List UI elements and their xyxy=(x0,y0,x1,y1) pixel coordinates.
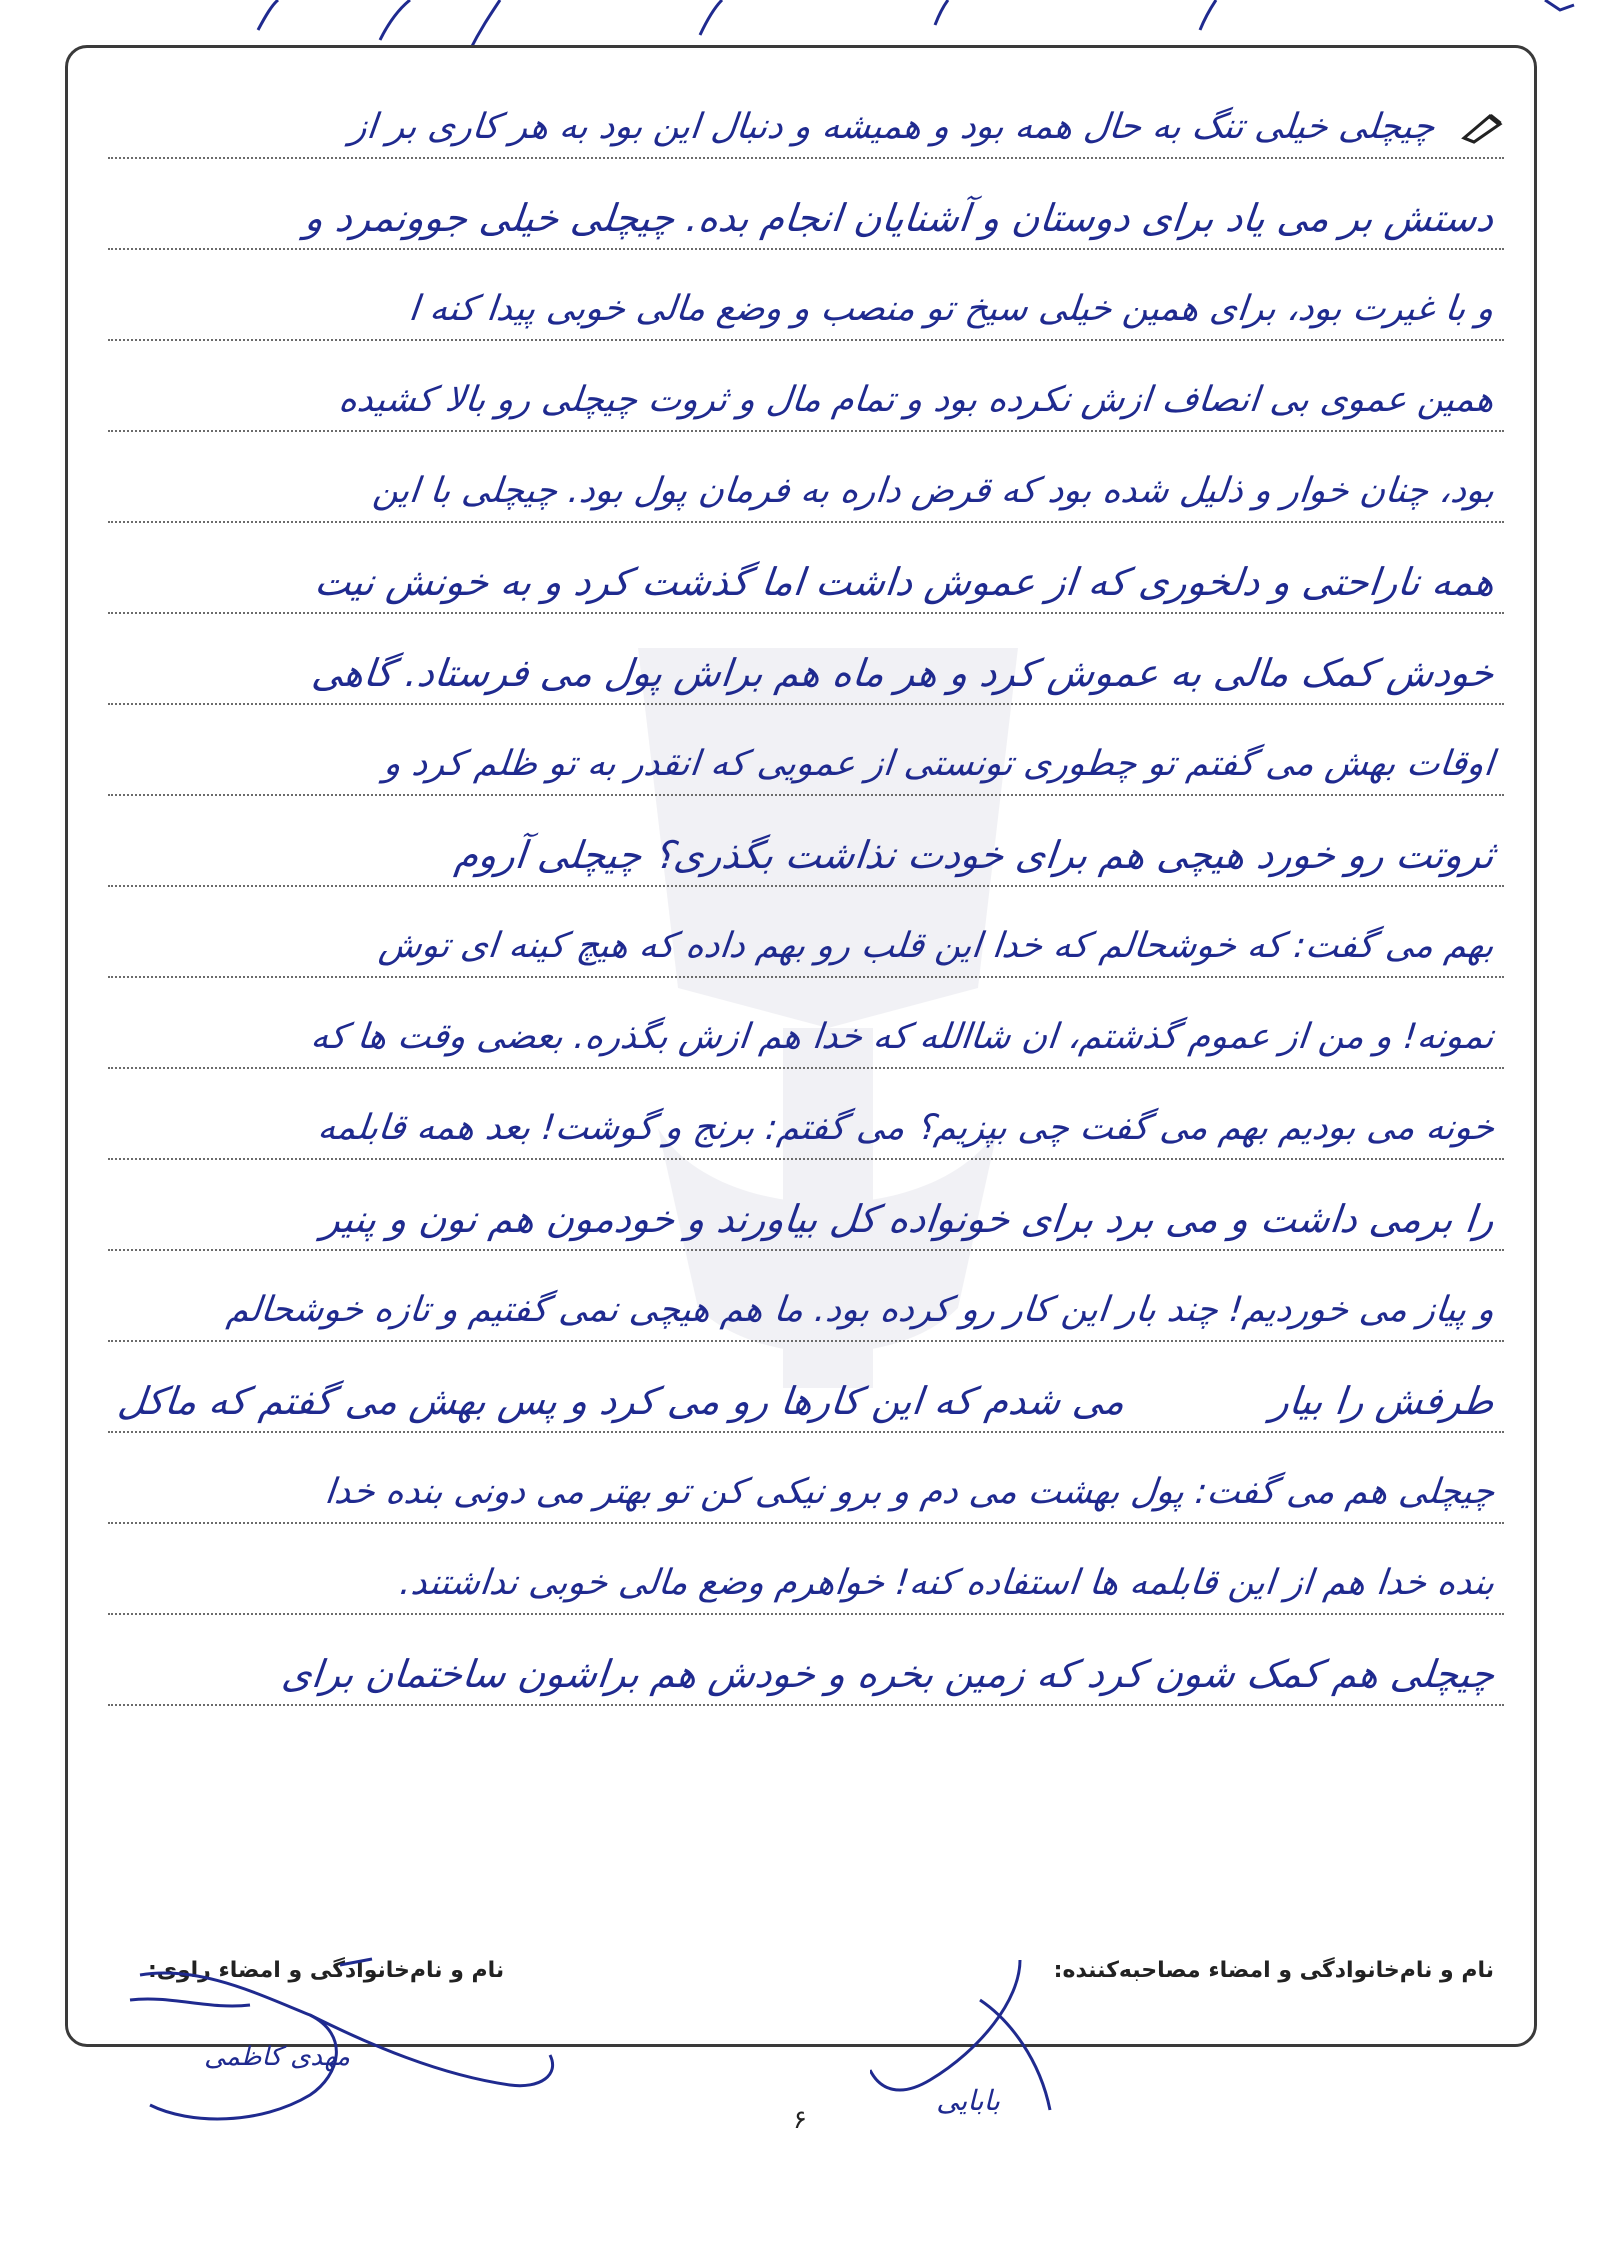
line-row xyxy=(108,1251,1504,1342)
line-row xyxy=(108,523,1504,614)
line-row xyxy=(108,159,1504,250)
handwritten-text: ثروتت رو خورد هیچی هم برای خودت نذاشت بگذری؟ چیچلی آروم xyxy=(452,833,1497,877)
handwritten-text: همین عموی بی انصاف ازش نکرده بود و تمام مال و ثروت چیچلی رو بالا کشیده xyxy=(337,380,1497,420)
handwritten-text: و پیاز می خوردیم! چند بار این کار رو کرده بود. ما هم هیچی نمی گفتیم و تازه خوشحالم xyxy=(224,1290,1497,1330)
line-row xyxy=(108,887,1504,978)
line-row xyxy=(108,1160,1504,1251)
page-number: ۶ xyxy=(793,2105,807,2135)
line-row xyxy=(108,1069,1504,1160)
handwritten-text: و با غیرت بود، برای همین خیلی سیخ تو منصب و وضع مالی خوبی پیدا کنه ا xyxy=(407,289,1497,329)
line-row xyxy=(108,1433,1504,1524)
line-row xyxy=(108,1615,1504,1706)
handwritten-text: خودش کمک مالی به عموش کرد و هر ماه هم براش پول می فرستاد. گاهی xyxy=(310,651,1497,695)
signature-footer xyxy=(68,1958,1534,1998)
handwritten-text: خونه می بودیم بهم می گفت چی بپزیم؟ می گفتم: برنج و گوشت! بعد همه قابلمه xyxy=(315,1108,1497,1148)
handwritten-lines xyxy=(108,68,1504,1706)
handwritten-text: همه ناراحتی و دلخوری که از عموش داشت اما گذشت کرد و به خونش نیت xyxy=(312,560,1497,604)
handwritten-text-redacted-part: طرفش را بیار xyxy=(1268,1379,1497,1423)
page-frame xyxy=(65,45,1537,2047)
handwritten-text: نمونه! و من از عموم گذشتم، ان شاالله که خدا هم ازش بگذره. بعضی وقت ها که xyxy=(309,1017,1497,1057)
line-row xyxy=(108,614,1504,705)
line-row xyxy=(108,432,1504,523)
narrator-signature-label: نام و نام‌خانوادگی و امضاء راوی: xyxy=(148,1958,505,1983)
handwritten-text: بنده خدا هم از این قابلمه ها استفاده کنه! خواهرم وضع مالی خوبی نداشتند. xyxy=(397,1563,1497,1603)
handwritten-text: بهم می گفت: که خوشحالم که خدا این قلب رو بهم داده که هیچ کینه ای توش xyxy=(377,926,1497,966)
interviewer-signature-text: بابایی xyxy=(936,2084,1000,2117)
handwritten-text: را برمی داشت و می برد برای خونواده کل بیاورند و خودمون هم نون و پنیر xyxy=(319,1197,1497,1241)
line-row xyxy=(108,68,1504,159)
narrator-signature-text: مهدی کاظمی xyxy=(204,2042,350,2072)
handwritten-text: می شدم که این کارها رو می کرد و پس بهش می گفتم که ماکل xyxy=(115,1379,1127,1423)
line-row xyxy=(108,1524,1504,1615)
line-row xyxy=(108,1342,1504,1433)
handwritten-text: چیچلی خیلی تنگ به حال همه بود و همیشه و دنبال این بود به هر کاری بر از xyxy=(347,107,1437,147)
handwritten-text: بود، چنان خوار و ذلیل شده بود که قرض داره به فرمان پول بود. چیچلی با این xyxy=(370,471,1497,511)
line-row xyxy=(108,705,1504,796)
handwritten-text: دستش بر می یاد برای دوستان و آشنایان انجام بده. چیچلی خیلی جوونمرد و xyxy=(303,196,1497,240)
line-row xyxy=(108,978,1504,1069)
handwritten-text: چیچلی هم می گفت: پول بهشت می دم و برو نیکی کن تو بهتر می دونی بنده خدا xyxy=(322,1472,1497,1512)
line-row xyxy=(108,341,1504,432)
line-row xyxy=(108,796,1504,887)
handwritten-text: چیچلی هم کمک شون کرد که زمین بخره و خودش هم براشون ساختمان برای xyxy=(279,1652,1497,1696)
interviewer-signature-label: نام و نام‌خانوادگی و امضاء مصاحبه‌کننده: xyxy=(1053,1958,1494,1983)
handwritten-text: اوقات بهش می گفتم تو چطوری تونستی از عمویی که انقدر به تو ظلم کرد و xyxy=(382,744,1497,784)
line-row xyxy=(108,250,1504,341)
